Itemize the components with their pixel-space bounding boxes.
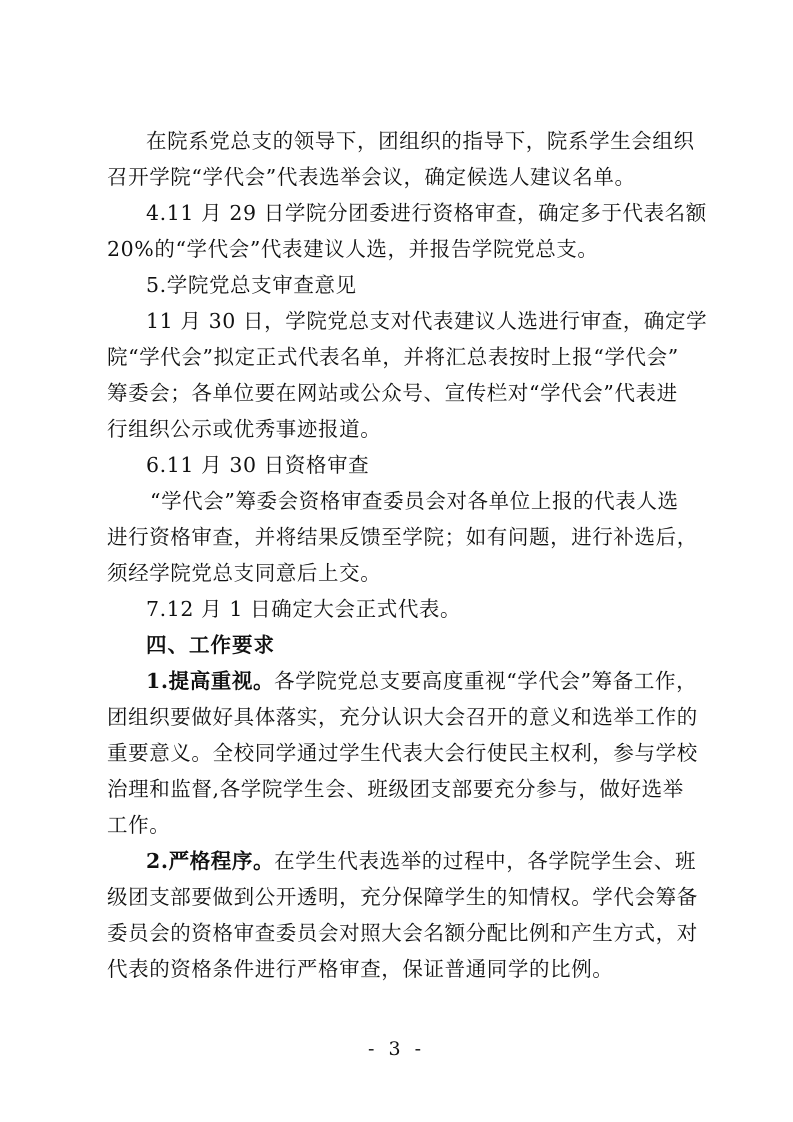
paragraph-line: 行组织公示或优秀事迹报道。 bbox=[107, 417, 382, 441]
paragraph-line: 4.11 月 29 日学院分团委进行资格审查，确定多于代表名额 bbox=[146, 201, 707, 225]
paragraph-line: 7.12 月 1 日确定大会正式代表。 bbox=[146, 597, 462, 621]
bold-lead-text: 1.提高重视。 bbox=[146, 669, 275, 693]
section-subtitle: 6.11 月 30 日资格审查 bbox=[146, 453, 370, 477]
paragraph-line: 重要意义。全校同学通过学生代表大会行使民主权利，参与学校 bbox=[107, 741, 698, 765]
paragraph-line: 委员会的资格审查委员会对照大会名额分配比例和产生方式，对 bbox=[107, 921, 698, 945]
paragraph-line: 20%的“学代会”代表建议人选，并报告学院党总支。 bbox=[107, 237, 599, 261]
paragraph-line: 治理和监督,各学院学生会、班级团支部要充分参与，做好选举 bbox=[107, 777, 684, 801]
section-subtitle: 5.学院党总支审查意见 bbox=[146, 273, 357, 297]
paragraph-line bbox=[146, 662, 697, 700]
paragraph-text: 各学院党总支要高度重视“学代会”筹备工作， bbox=[274, 669, 698, 693]
paragraph-line: 在院系党总支的领导下，团组织的指导下，院系学生会组织 bbox=[146, 129, 695, 153]
paragraph-text: 在学生代表选举的过程中，各学院学生会、班 bbox=[274, 849, 697, 873]
paragraph-line bbox=[146, 842, 696, 880]
section-heading: 四、工作要求 bbox=[146, 633, 275, 657]
page-number: - 3 - bbox=[367, 1038, 425, 1060]
paragraph-line: 筹委会；各单位要在网站或公众号、宣传栏对“学代会”代表进 bbox=[107, 381, 678, 405]
paragraph-line: 11 月 30 日，学院党总支对代表建议人选进行审查，确定学 bbox=[146, 309, 708, 333]
paragraph-line: 级团支部要做到公开透明，充分保障学生的知情权。学代会筹备 bbox=[107, 885, 698, 909]
paragraph-line: “学代会”筹委会资格审查委员会对各单位上报的代表人选 bbox=[150, 489, 679, 513]
bold-lead-text: 2.严格程序。 bbox=[146, 849, 275, 873]
paragraph-line: 进行资格审查，并将结果反馈至学院；如有问题，进行补选后， bbox=[107, 525, 698, 549]
paragraph-line: 院“学代会”拟定正式代表名单，并将汇总表按时上报“学代会” bbox=[107, 345, 679, 369]
paragraph-line: 代表的资格条件进行严格审查，保证普通同学的比例。 bbox=[107, 957, 614, 981]
paragraph-line: 须经学院党总支同意后上交。 bbox=[107, 561, 382, 585]
paragraph-line: 工作。 bbox=[107, 813, 171, 837]
paragraph-line: 召开学院“学代会”代表选举会议，确定候选人建议名单。 bbox=[107, 165, 636, 189]
paragraph-line: 团组织要做好具体落实，充分认识大会召开的意义和选举工作的 bbox=[107, 705, 698, 729]
